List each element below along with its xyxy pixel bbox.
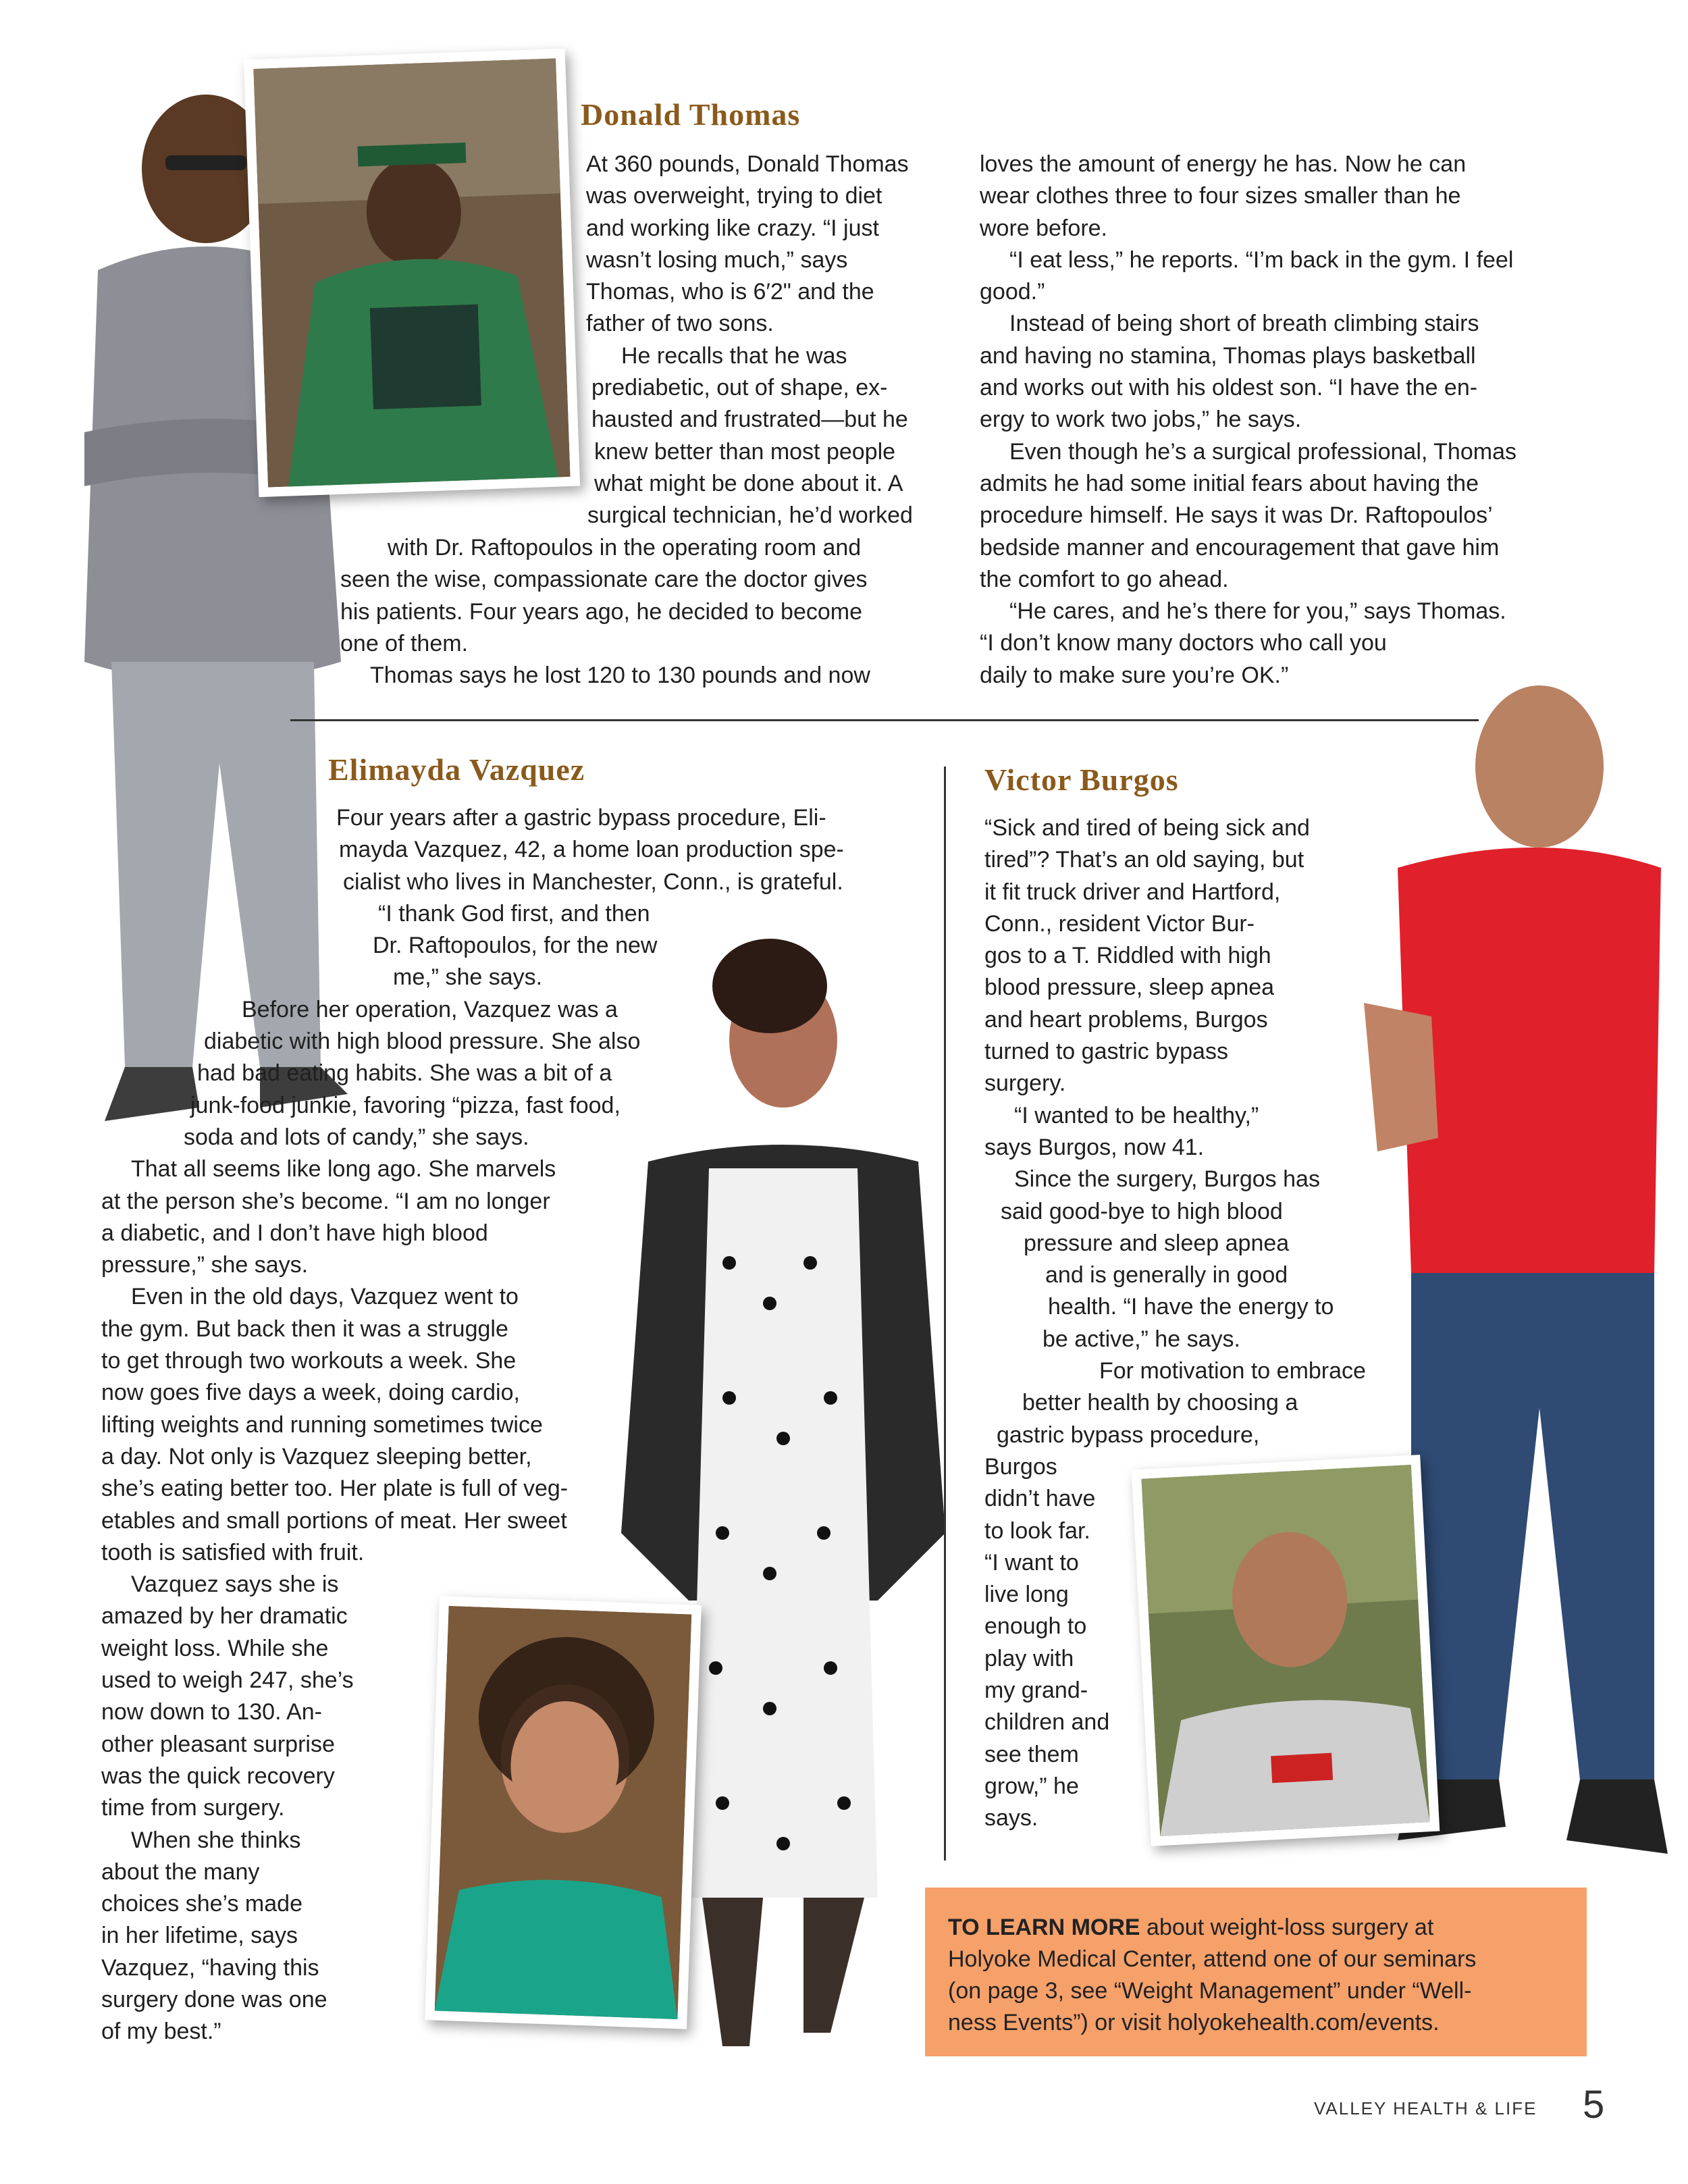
- text-line: seen the wise, compassionate care the doctor gives: [340, 567, 868, 593]
- text-line: she’s eating better too. Her plate is full of veg-: [101, 1476, 569, 1502]
- text-line: one of them.: [340, 630, 469, 656]
- text-line: Burgos: [984, 1453, 1057, 1480]
- text-line: procedure himself. He says it was Dr. Raftopoulos’: [980, 502, 1493, 529]
- text-line: blood pressure, sleep apnea: [984, 974, 1275, 1001]
- text-line: Vazquez, “having this: [101, 1954, 319, 1981]
- text-line: the comfort to go ahead.: [980, 566, 1229, 592]
- text-line: soda and lots of candy,” she says.: [184, 1124, 529, 1150]
- text-line: grow,” he: [984, 1773, 1079, 1799]
- text-line: used to weigh 247, she’s: [101, 1667, 354, 1694]
- text-line: turned to gastric bypass: [984, 1039, 1228, 1065]
- victor-heading: Victor Burgos: [984, 762, 1179, 797]
- text-line: surgical technician, he’d worked: [587, 502, 913, 529]
- text-line: time from surgery.: [101, 1795, 285, 1821]
- donald-column-1-wide: [340, 532, 948, 692]
- text-line: me,” she says.: [393, 964, 543, 991]
- text-line: with Dr. Raftopoulos in the operating room and: [388, 535, 862, 561]
- text-line: a day. Not only is Vazquez sleeping better,: [101, 1443, 532, 1470]
- text-line: wore before.: [980, 215, 1107, 241]
- text-line: Instead of being short of breath climbing stairs: [1009, 311, 1479, 337]
- text-line: “I wanted to be healthy,”: [1014, 1102, 1259, 1128]
- text-line: live long: [984, 1582, 1069, 1608]
- elimayda-heading: Elimayda Vazquez: [328, 752, 585, 787]
- text-line: Conn., resident Victor Bur-: [984, 910, 1255, 937]
- text-line: “I thank God first, and then: [378, 900, 650, 927]
- text-line: “He cares, and he’s there for you,” says Thomas.: [1009, 598, 1506, 625]
- text-line: the gym. But back then it was a struggle: [101, 1316, 508, 1342]
- text-line: play with: [984, 1645, 1074, 1671]
- callout-line: ness Events”) or visit holyokehealth.com/events.: [948, 2010, 1440, 2035]
- callout-line: Holyoke Medical Center, attend one of our seminars: [948, 1946, 1477, 1972]
- text-line: “I don’t know many doctors who call you: [980, 630, 1387, 656]
- text-line: be active,” he says.: [1043, 1326, 1240, 1352]
- donald-column-1: [586, 149, 964, 532]
- magazine-title: VALLEY HEALTH & LIFE: [1314, 2098, 1537, 2118]
- victor-column: [984, 812, 1390, 1835]
- text-line: his patients. Four years ago, he decided to become: [340, 598, 863, 625]
- text-line: He recalls that he was: [621, 342, 847, 369]
- text-line: tired”? That’s an old saying, but: [984, 847, 1304, 873]
- text-line: Thomas, who is 6′2" and the: [586, 279, 874, 305]
- text-line: Four years after a gastric bypass procedure, Eli-: [336, 805, 826, 831]
- text-line: says.: [984, 1805, 1038, 1831]
- text-line: was overweight, trying to diet: [586, 183, 882, 209]
- elimayda-column: [101, 802, 844, 2048]
- text-line: wasn’t losing much,” says: [586, 246, 848, 273]
- text-line: says Burgos, now 41.: [984, 1134, 1205, 1160]
- text-line: see them: [984, 1741, 1079, 1767]
- text-line: and having no stamina, Thomas plays basketball: [980, 342, 1476, 369]
- text-line: father of two sons.: [586, 311, 774, 337]
- text-line: gos to a T. Riddled with high: [984, 943, 1271, 969]
- text-line: junk-food junkie, favoring “pizza, fast food,: [190, 1092, 621, 1118]
- text-line: weight loss. While she: [101, 1635, 329, 1661]
- donald-column-2: [980, 149, 1587, 692]
- callout-lead: TO LEARN MORE: [948, 1915, 1140, 1940]
- text-line: hausted and frustrated—but he: [591, 407, 908, 433]
- callout-line: [948, 1912, 1564, 1944]
- text-line: and heart problems, Burgos: [984, 1006, 1268, 1033]
- text-line: surgery done was one: [101, 1986, 327, 2012]
- text-line: in her lifetime, says: [101, 1923, 298, 1949]
- text-line: was the quick recovery: [101, 1763, 335, 1789]
- text-line: a diabetic, and I don’t have high blood: [101, 1220, 488, 1246]
- text-line: my grand-: [984, 1678, 1088, 1704]
- text-line: Before her operation, Vazquez was a: [242, 996, 618, 1022]
- text-line: Dr. Raftopoulos, for the new: [373, 933, 658, 959]
- text-line: prediabetic, out of shape, ex-: [591, 375, 888, 401]
- text-line: choices she’s made: [101, 1891, 302, 1917]
- text-line: “I want to: [984, 1549, 1079, 1576]
- text-line: Thomas says he lost 120 to 130 pounds and now: [370, 662, 870, 689]
- text-line: admits he had some initial fears about having the: [980, 470, 1479, 496]
- text-line: and works out with his oldest son. “I have the en-: [980, 375, 1478, 401]
- text-line: now down to 130. An-: [101, 1699, 323, 1725]
- donald-graduation-photo: [244, 49, 580, 497]
- text-line: Even though he’s a surgical professional, Thomas: [1009, 438, 1516, 465]
- text-line: loves the amount of energy he has. Now he can: [980, 151, 1467, 177]
- text-line: diabetic with high blood pressure. She also: [204, 1029, 641, 1055]
- text-line: ergy to work two jobs,” he says.: [980, 407, 1302, 433]
- text-line: That all seems like long ago. She marvels: [131, 1156, 556, 1182]
- text-line: it fit truck driver and Hartford,: [984, 879, 1281, 905]
- text-line: Since the surgery, Burgos has: [1014, 1166, 1320, 1193]
- text-line: children and: [984, 1709, 1110, 1736]
- page-number: 5: [1583, 2083, 1605, 2127]
- text-line: and is generally in good: [1045, 1262, 1288, 1289]
- text-line: When she thinks: [131, 1827, 301, 1853]
- text-line: Vazquez says she is: [131, 1571, 339, 1598]
- text-line: now goes five days a week, doing cardio,: [101, 1380, 520, 1406]
- text-line: about the many: [101, 1858, 260, 1885]
- text-line: to get through two workouts a week. She: [101, 1348, 517, 1374]
- text-line: daily to make sure you’re OK.”: [980, 662, 1289, 688]
- section-divider-horizontal: [290, 719, 1479, 721]
- text-line: tooth is satisfied with fruit.: [101, 1539, 365, 1565]
- text-line: cialist who lives in Manchester, Conn., is grateful.: [343, 868, 843, 895]
- text-line: what might be done about it. A: [594, 470, 903, 496]
- text-line: and working like crazy. “I just: [586, 215, 879, 241]
- text-line: said good-bye to high blood: [1001, 1198, 1283, 1224]
- callout-line: (on page 3, see “Weight Management” under “Well-: [948, 1978, 1472, 2004]
- section-divider-vertical: [944, 766, 946, 1861]
- text-line: lifting weights and running sometimes twice: [101, 1411, 543, 1438]
- text-line: surgery.: [984, 1070, 1066, 1097]
- text-line: “Sick and tired of being sick and: [984, 815, 1310, 841]
- callout-line-1: about weight-loss surgery at: [1140, 1915, 1434, 1940]
- text-line: wear clothes three to four sizes smaller than he: [980, 183, 1461, 209]
- text-line: health. “I have the energy to: [1048, 1294, 1334, 1320]
- text-line: knew better than most people: [594, 438, 896, 465]
- text-line: to look far.: [984, 1517, 1090, 1544]
- text-line: “I eat less,” he reports. “I’m back in the gym. I feel: [1009, 246, 1514, 273]
- text-line: good.”: [980, 279, 1045, 305]
- text-line: didn’t have: [984, 1486, 1096, 1512]
- text-line: etables and small portions of meat. Her sweet: [101, 1507, 567, 1534]
- text-line: bedside manner and encouragement that gave him: [980, 534, 1500, 561]
- text-line: Even in the old days, Vazquez went to: [131, 1284, 519, 1310]
- text-line: pressure,” she says.: [101, 1252, 309, 1278]
- text-line: of my best.”: [101, 2019, 221, 2045]
- text-line: enough to: [984, 1613, 1087, 1640]
- text-line: For motivation to embrace: [1099, 1358, 1366, 1384]
- text-line: gastric bypass procedure,: [997, 1422, 1260, 1448]
- text-line: mayda Vazquez, 42, a home loan production spe-: [339, 837, 844, 863]
- text-line: had bad eating habits. She was a bit of a: [197, 1060, 612, 1087]
- text-line: amazed by her dramatic: [101, 1603, 348, 1630]
- text-line: pressure and sleep apnea: [1024, 1230, 1290, 1256]
- text-line: At 360 pounds, Donald Thomas: [586, 151, 909, 177]
- learn-more-callout: [925, 1888, 1587, 2056]
- text-line: better health by choosing a: [1022, 1390, 1298, 1416]
- donald-heading: Donald Thomas: [581, 97, 801, 132]
- text-line: other pleasant surprise: [101, 1731, 335, 1757]
- text-line: at the person she’s become. “I am no longer: [101, 1188, 550, 1214]
